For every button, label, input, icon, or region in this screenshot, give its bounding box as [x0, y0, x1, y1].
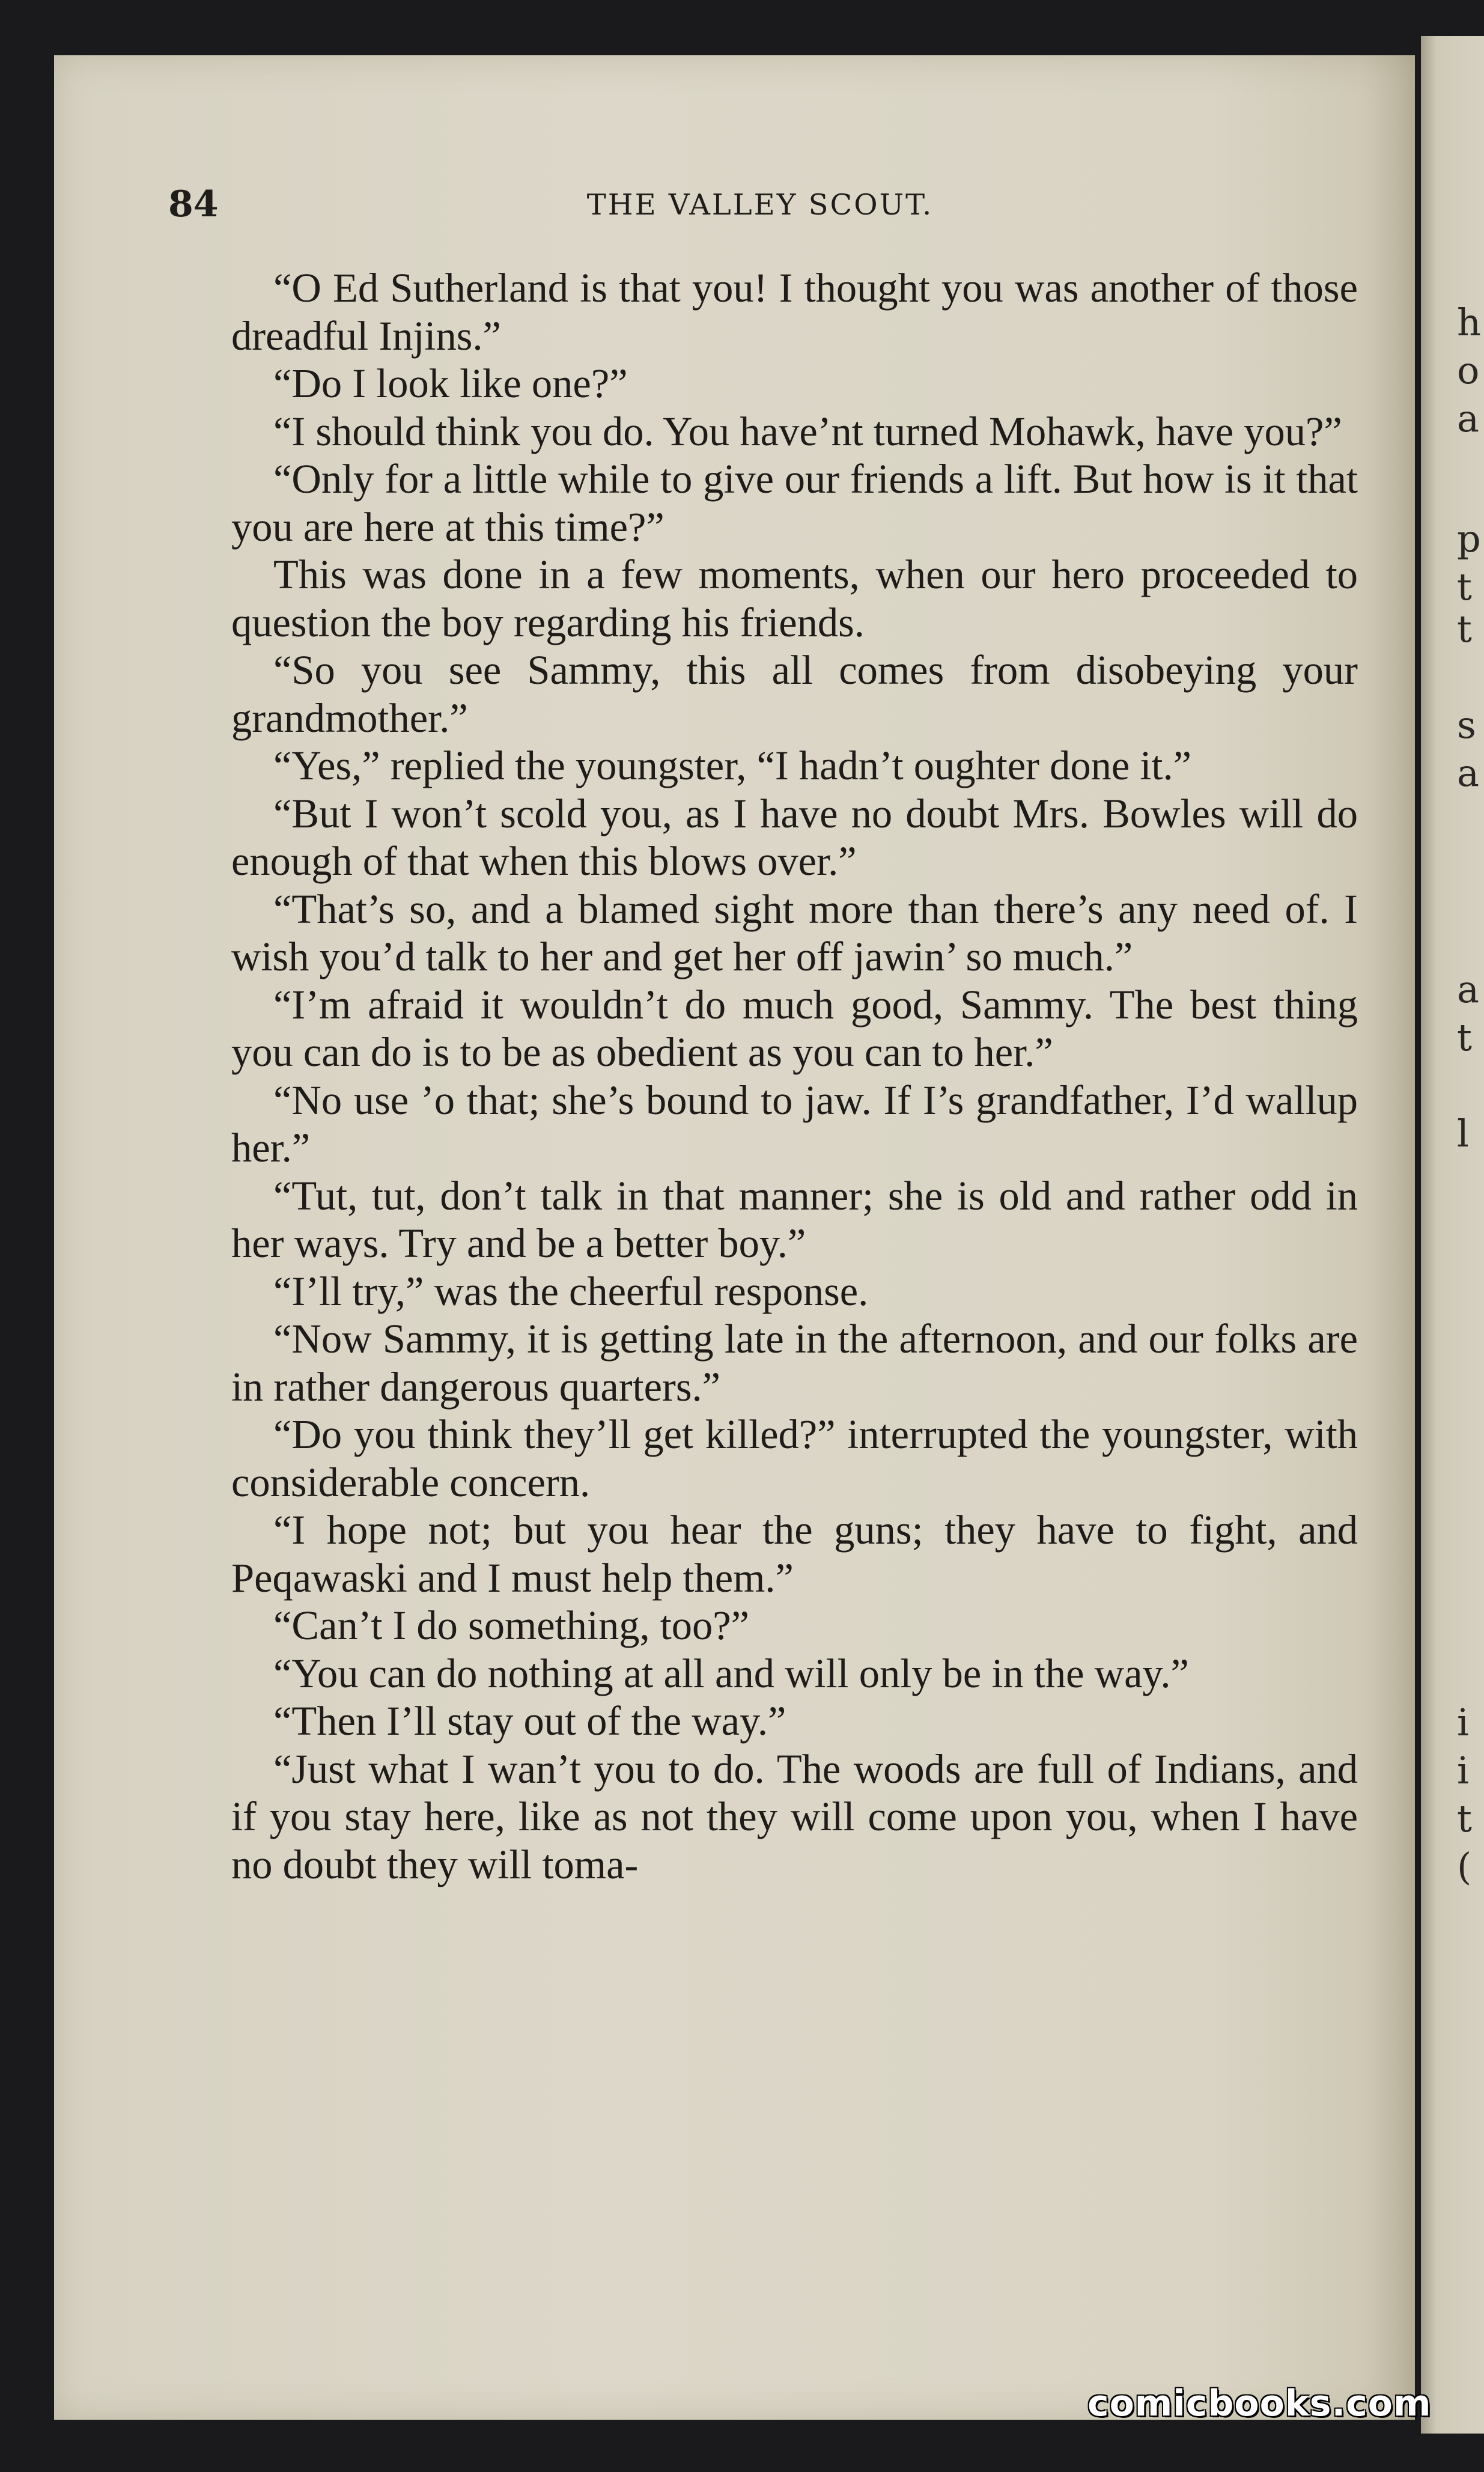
paragraph: “I should think you do. You have’nt turned Mohawk, have you?” — [273, 408, 1342, 454]
edge-letter: t — [1457, 565, 1472, 609]
paragraph: “I hope not; but you hear the guns; they have to fight, and Peqawaski and I must help them.” — [231, 1507, 1358, 1601]
paragraph: “O Ed Sutherland is that you! I thought you was another of those dreadful Injins.” — [231, 265, 1358, 359]
paragraph: “Yes,” replied the youngster, “I hadn’t oughter done it.” — [273, 743, 1191, 788]
edge-letter: a — [1457, 397, 1479, 440]
edge-letter: t — [1457, 607, 1472, 651]
edge-letter: i — [1457, 1700, 1469, 1744]
edge-letter: p — [1457, 517, 1481, 561]
edge-letter: s — [1457, 703, 1476, 747]
paragraph: “You can do nothing at all and will only be in the way.” — [273, 1650, 1189, 1696]
paragraph: “Now Sammy, it is getting late in the afternoon, and our folks are in rather dangerous quarters.” — [231, 1316, 1358, 1410]
paragraph: “Just what I wan’t you to do. The woods are full of Indians, and if you stay here, like as not they will come upon you, when I have no doubt they will toma- — [231, 1746, 1358, 1887]
paragraph: “I’ll try,” was the cheerful response. — [273, 1268, 869, 1314]
edge-letter: a — [1457, 967, 1479, 1011]
paragraph: “Can’t I do something, too?” — [273, 1603, 750, 1648]
paragraph: “That’s so, and a blamed sight more than there’s any need of. I wish you’d talk to her and get her off jawin’ so much.” — [231, 886, 1358, 979]
paragraph: “No use ’o that; she’s bound to jaw. If I’s grandfather, I’d wallup her.” — [231, 1077, 1358, 1171]
paragraph: This was done in a few moments, when our hero proceeded to question the boy regarding his friends. — [231, 552, 1358, 645]
edge-letter: o — [1457, 349, 1480, 392]
running-title: THE VALLEY SCOUT. — [586, 188, 934, 222]
edge-letter: h — [1457, 300, 1481, 344]
edge-letter: ( — [1457, 1845, 1472, 1889]
paragraph: “Only for a little while to give our friends a lift. But how is it that you are here at this time?” — [231, 456, 1358, 550]
edge-letter: t — [1457, 1797, 1472, 1840]
adjacent-page-letters — [1457, 36, 1484, 2434]
page-body-text — [231, 264, 1358, 1889]
edge-letter: i — [1457, 1749, 1469, 1792]
paragraph: “Do I look like one?” — [273, 361, 628, 406]
edge-letter: l — [1457, 1112, 1469, 1155]
edge-letter: t — [1457, 1015, 1472, 1059]
paragraph: “So you see Sammy, this all comes from disobeying your grandmother.” — [231, 647, 1358, 741]
paragraph: “But I won’t scold you, as I have no doubt Mrs. Bowles will do enough of that when this blows over.” — [231, 790, 1358, 884]
edge-letter: a — [1457, 751, 1479, 795]
page-header — [168, 183, 1352, 237]
page-number: 84 — [168, 183, 219, 225]
adjacent-page-edge — [1421, 36, 1484, 2434]
paragraph: “Then I’ll stay out of the way.” — [273, 1698, 786, 1744]
paragraph: “Tut, tut, don’t talk in that manner; she is old and rather odd in her ways. Try and be a better boy.” — [231, 1172, 1358, 1266]
paragraph: “I’m afraid it wouldn’t do much good, Sammy. The best thing you can do is to be as obedient as you can to her.” — [231, 981, 1358, 1075]
paragraph: “Do you think they’ll get killed?” interrupted the youngster, with considerable concern. — [231, 1411, 1358, 1505]
watermark: comicbooks.com — [1087, 2382, 1432, 2425]
